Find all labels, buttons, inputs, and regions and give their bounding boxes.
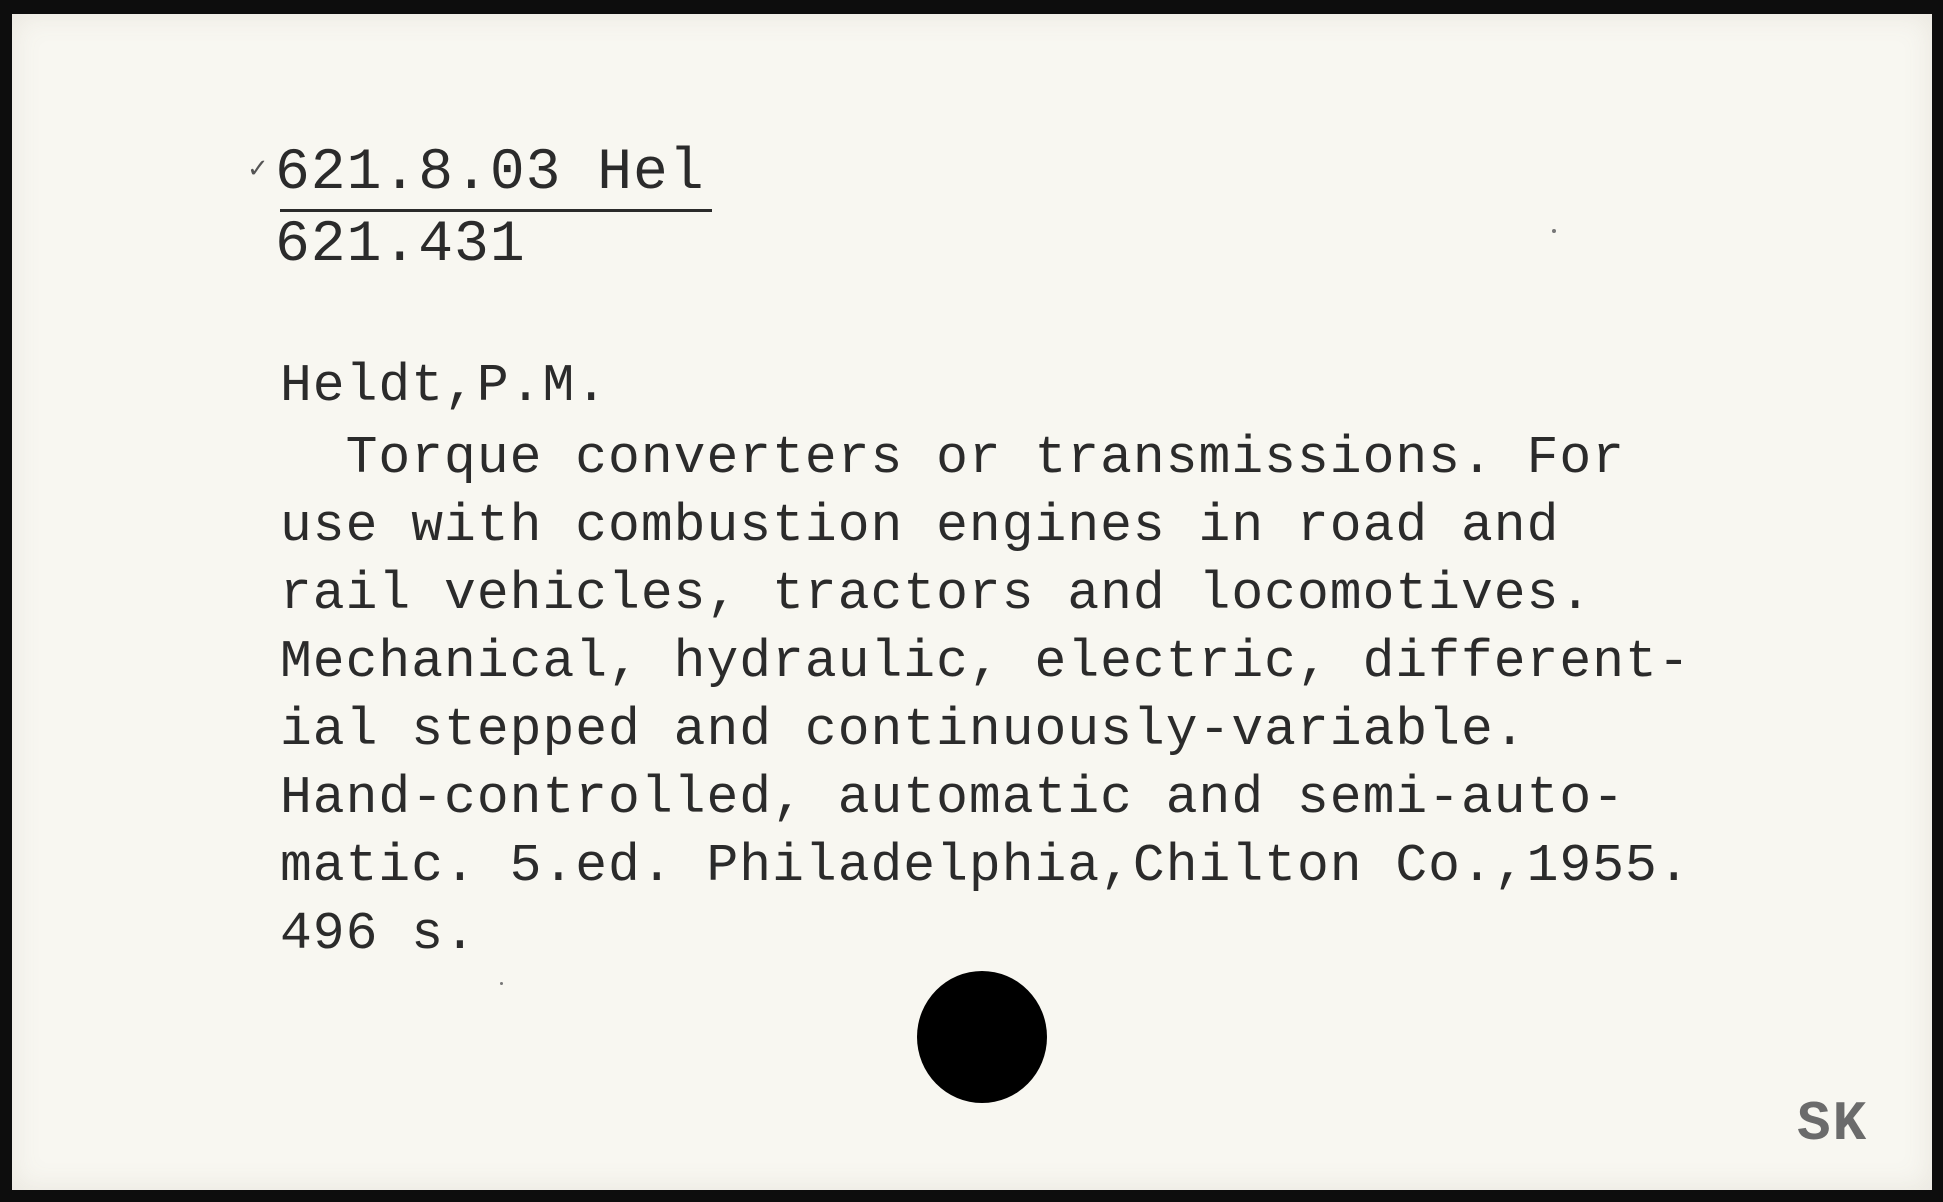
description-line: 496 s.: [280, 904, 477, 964]
description-line: use with combustion engines in road and: [280, 496, 1560, 556]
author-heading: Heldt,P.M.: [280, 356, 609, 416]
description-line: matic. 5.ed. Philadelphia,Chilton Co.,1955.: [280, 836, 1691, 896]
description-line: rail vehicles, tractors and locomotives.: [280, 564, 1593, 624]
description-line: Torque converters or transmissions. For: [280, 428, 1626, 488]
check-mark-icon: ✓: [247, 154, 269, 184]
paper-speck: [500, 982, 503, 985]
description-line: Hand-controlled, automatic and semi-auto-: [280, 768, 1626, 828]
cataloger-initials: SK: [1797, 1092, 1869, 1156]
catalog-card: [12, 14, 1932, 1190]
call-number-secondary: 621.431: [275, 213, 526, 278]
call-number-primary: 621.8.03 Hel: [275, 141, 705, 206]
punch-hole: [917, 971, 1047, 1103]
description-line: ial stepped and continuously-variable.: [280, 700, 1527, 760]
description-line: Mechanical, hydraulic, electric, different-: [280, 632, 1691, 692]
call-number-underline: [280, 209, 712, 212]
paper-speck: [1552, 229, 1556, 233]
